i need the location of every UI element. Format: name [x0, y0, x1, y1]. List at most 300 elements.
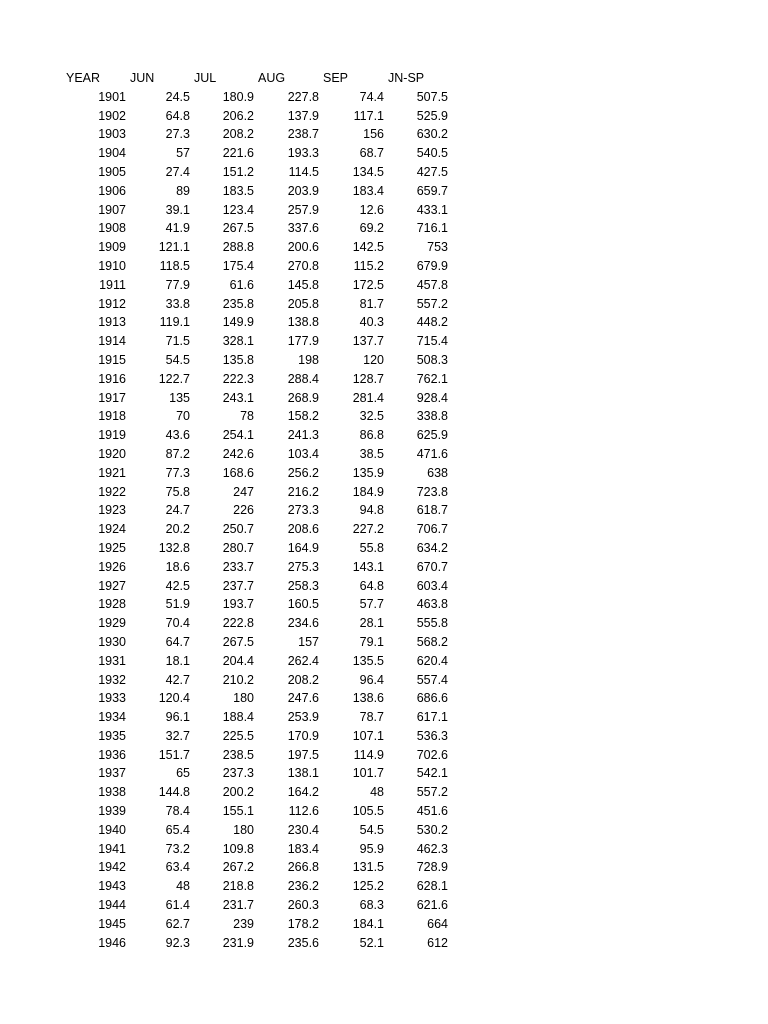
rainfall-table: [64, 69, 450, 952]
cell-year: 1912: [98, 296, 126, 311]
cell-year: 1936: [98, 747, 126, 762]
cell-jun: 57: [176, 146, 190, 161]
cell-jun: 63.4: [165, 860, 190, 875]
cell-year: 1928: [98, 597, 126, 612]
cell-year: 1946: [98, 935, 126, 950]
cell-sep: 68.7: [359, 146, 384, 161]
cell-year: 1933: [98, 691, 126, 706]
cell-jul: 109.8: [222, 841, 254, 856]
cell-jun: 87.2: [165, 446, 190, 461]
cell-jn-sp: 433.1: [416, 202, 448, 217]
cell-jn-sp: 557.4: [416, 672, 448, 687]
cell-jn-sp: 706.7: [416, 522, 448, 537]
cell-jul: 175.4: [222, 258, 254, 273]
cell-jul: 149.9: [222, 315, 254, 330]
column-header-year: YEAR: [66, 71, 101, 85]
header-row: [64, 69, 450, 88]
cell-sep: 135.9: [352, 465, 384, 480]
cell-year: 1938: [98, 785, 126, 800]
cell-sep: 12.6: [359, 202, 384, 217]
table-body: [64, 88, 450, 953]
cell-sep: 48: [370, 785, 384, 800]
cell-sep: 68.3: [359, 898, 384, 913]
cell-aug: 203.9: [287, 183, 319, 198]
cell-jn-sp: 557.2: [416, 785, 448, 800]
table-row: [64, 389, 450, 408]
cell-jn-sp: 625.9: [416, 428, 448, 443]
cell-jun: 24.7: [165, 503, 190, 518]
cell-jun: 120.4: [158, 691, 190, 706]
cell-aug: 241.3: [287, 428, 319, 443]
cell-year: 1929: [98, 616, 126, 631]
table-row: [64, 107, 450, 126]
table-row: [64, 652, 450, 671]
cell-aug: 208.2: [287, 672, 319, 687]
cell-aug: 183.4: [287, 841, 319, 856]
column-header-jul: JUL: [194, 71, 217, 85]
cell-sep: 117.1: [353, 108, 384, 123]
cell-sep: 40.3: [359, 315, 384, 330]
cell-sep: 78.7: [359, 710, 384, 725]
cell-jn-sp: 664: [427, 916, 448, 931]
cell-jn-sp: 448.2: [416, 315, 448, 330]
table-row: [64, 577, 450, 596]
table-row: [64, 445, 450, 464]
cell-jul: 288.8: [222, 240, 254, 255]
table-row: [64, 708, 450, 727]
cell-aug: 103.4: [287, 446, 319, 461]
cell-jun: 64.7: [165, 634, 190, 649]
table-row: [64, 858, 450, 877]
cell-year: 1943: [98, 879, 126, 894]
cell-jn-sp: 507.5: [416, 89, 448, 104]
table-row: [64, 370, 450, 389]
table-row: [64, 464, 450, 483]
cell-jul: 200.2: [222, 785, 254, 800]
cell-aug: 138.1: [287, 766, 319, 781]
cell-sep: 101.7: [352, 766, 384, 781]
table-row: [64, 915, 450, 934]
cell-year: 1901: [98, 89, 126, 104]
table-row: [64, 332, 450, 351]
cell-sep: 227.2: [352, 522, 384, 537]
cell-jn-sp: 728.9: [416, 860, 448, 875]
cell-sep: 52.1: [359, 935, 384, 950]
cell-jun: 39.1: [165, 202, 190, 217]
cell-jul: 235.8: [222, 296, 254, 311]
cell-aug: 288.4: [287, 371, 319, 386]
cell-year: 1935: [98, 728, 126, 743]
cell-aug: 256.2: [287, 465, 319, 480]
cell-sep: 131.5: [352, 860, 384, 875]
cell-jn-sp: 928.4: [416, 390, 448, 405]
cell-aug: 266.8: [287, 860, 319, 875]
cell-aug: 236.2: [287, 879, 319, 894]
cell-jun: 18.1: [165, 653, 190, 668]
cell-aug: 208.6: [287, 522, 319, 537]
table-row: [64, 539, 450, 558]
cell-year: 1940: [98, 822, 126, 837]
cell-jn-sp: 471.6: [416, 446, 448, 461]
cell-year: 1923: [98, 503, 126, 518]
cell-year: 1906: [98, 183, 126, 198]
cell-jun: 65: [176, 766, 190, 781]
cell-jn-sp: 612: [427, 935, 448, 950]
cell-sep: 134.5: [352, 164, 384, 179]
cell-sep: 81.7: [359, 296, 384, 311]
cell-year: 1905: [98, 164, 126, 179]
cell-sep: 142.5: [352, 240, 384, 255]
cell-year: 1907: [98, 202, 126, 217]
cell-aug: 137.9: [287, 108, 319, 123]
cell-sep: 74.4: [359, 89, 384, 104]
cell-jn-sp: 670.7: [416, 559, 448, 574]
cell-aug: 198: [298, 352, 319, 367]
cell-aug: 235.6: [287, 935, 319, 950]
table-row: [64, 633, 450, 652]
table-row: [64, 501, 450, 520]
table-row: [64, 276, 450, 295]
cell-sep: 114.9: [353, 747, 384, 762]
column-header-aug: AUG: [258, 71, 286, 85]
cell-sep: 28.1: [359, 616, 384, 631]
cell-sep: 107.1: [352, 728, 384, 743]
cell-jn-sp: 536.3: [416, 728, 448, 743]
table-row: [64, 821, 450, 840]
cell-jn-sp: 617.1: [416, 710, 448, 725]
table-row: [64, 238, 450, 257]
cell-jul: 243.1: [222, 390, 254, 405]
cell-jn-sp: 715.4: [416, 334, 448, 349]
cell-aug: 114.5: [288, 164, 319, 179]
cell-year: 1931: [98, 653, 126, 668]
cell-jun: 61.4: [165, 898, 190, 913]
table-row: [64, 351, 450, 370]
cell-jn-sp: 638: [427, 465, 448, 480]
cell-jul: 226: [233, 503, 254, 518]
cell-jn-sp: 603.4: [416, 578, 448, 593]
table-row: [64, 407, 450, 426]
cell-jun: 77.9: [165, 277, 190, 292]
cell-aug: 164.2: [287, 785, 319, 800]
cell-aug: 197.5: [287, 747, 319, 762]
cell-sep: 105.5: [352, 804, 384, 819]
cell-jn-sp: 508.3: [416, 352, 448, 367]
cell-jn-sp: 338.8: [416, 409, 448, 424]
cell-jun: 71.5: [165, 334, 190, 349]
cell-jn-sp: 621.6: [416, 898, 448, 913]
cell-jul: 254.1: [222, 428, 254, 443]
cell-jun: 54.5: [165, 352, 190, 367]
cell-jul: 242.6: [222, 446, 254, 461]
cell-sep: 184.9: [352, 484, 384, 499]
cell-jul: 206.2: [222, 108, 254, 123]
cell-jul: 250.7: [222, 522, 254, 537]
cell-sep: 94.8: [359, 503, 384, 518]
cell-aug: 234.6: [287, 616, 319, 631]
cell-jn-sp: 659.7: [416, 183, 448, 198]
cell-year: 1932: [98, 672, 126, 687]
cell-aug: 205.8: [287, 296, 319, 311]
cell-jul: 222.3: [222, 371, 254, 386]
cell-jul: 135.8: [222, 352, 254, 367]
cell-jun: 43.6: [165, 428, 190, 443]
cell-jul: 225.5: [222, 728, 254, 743]
cell-year: 1922: [98, 484, 126, 499]
cell-year: 1941: [98, 841, 126, 856]
cell-jun: 122.7: [158, 371, 190, 386]
table-row: [64, 746, 450, 765]
cell-jul: 180.9: [222, 89, 254, 104]
table-row: [64, 558, 450, 577]
cell-jun: 64.8: [165, 108, 190, 123]
cell-year: 1930: [98, 634, 126, 649]
cell-year: 1945: [98, 916, 126, 931]
cell-year: 1934: [98, 710, 126, 725]
table-row: [64, 125, 450, 144]
cell-sep: 79.1: [359, 634, 384, 649]
cell-jul: 188.4: [222, 710, 254, 725]
cell-jun: 73.2: [165, 841, 190, 856]
cell-jul: 231.9: [222, 935, 254, 950]
column-header-jun: JUN: [130, 71, 155, 85]
cell-aug: 337.6: [287, 221, 319, 236]
cell-jul: 180: [233, 691, 254, 706]
cell-aug: 257.9: [287, 202, 319, 217]
cell-year: 1908: [98, 221, 126, 236]
cell-sep: 115.2: [353, 258, 384, 273]
cell-jul: 221.6: [222, 146, 254, 161]
cell-sep: 54.5: [359, 822, 384, 837]
cell-sep: 138.6: [352, 691, 384, 706]
cell-jun: 75.8: [165, 484, 190, 499]
cell-sep: 143.1: [352, 559, 384, 574]
cell-sep: 55.8: [359, 540, 384, 555]
cell-jn-sp: 628.1: [416, 879, 448, 894]
cell-jn-sp: 679.9: [416, 258, 448, 273]
cell-sep: 57.7: [359, 597, 384, 612]
cell-sep: 86.8: [359, 428, 384, 443]
cell-aug: 260.3: [287, 898, 319, 913]
cell-jul: 239: [233, 916, 254, 931]
cell-aug: 177.9: [287, 334, 319, 349]
cell-jn-sp: 753: [427, 240, 448, 255]
cell-jn-sp: 451.6: [416, 804, 448, 819]
cell-jul: 267.5: [222, 634, 254, 649]
cell-jun: 62.7: [165, 916, 190, 931]
cell-aug: 112.6: [288, 804, 319, 819]
cell-aug: 275.3: [287, 559, 319, 574]
cell-sep: 64.8: [359, 578, 384, 593]
cell-aug: 227.8: [287, 89, 319, 104]
cell-jun: 51.9: [165, 597, 190, 612]
table-row: [64, 295, 450, 314]
table-row: [64, 877, 450, 896]
cell-jul: 168.6: [222, 465, 254, 480]
cell-aug: 270.8: [287, 258, 319, 273]
table-row: [64, 426, 450, 445]
cell-year: 1926: [98, 559, 126, 574]
table-row: [64, 88, 450, 107]
cell-year: 1927: [98, 578, 126, 593]
cell-aug: 273.3: [287, 503, 319, 518]
cell-jul: 267.5: [222, 221, 254, 236]
cell-jun: 96.1: [165, 710, 190, 725]
cell-year: 1913: [98, 315, 126, 330]
cell-aug: 230.4: [287, 822, 319, 837]
cell-year: 1903: [98, 127, 126, 142]
cell-jul: 218.8: [222, 879, 254, 894]
cell-jn-sp: 462.3: [416, 841, 448, 856]
cell-jn-sp: 568.2: [416, 634, 448, 649]
cell-aug: 216.2: [287, 484, 319, 499]
cell-jul: 237.7: [222, 578, 254, 593]
cell-jun: 42.7: [165, 672, 190, 687]
cell-aug: 158.2: [287, 409, 319, 424]
cell-year: 1904: [98, 146, 126, 161]
cell-jun: 32.7: [165, 728, 190, 743]
cell-jul: 267.2: [222, 860, 254, 875]
cell-jun: 20.2: [165, 522, 190, 537]
cell-jul: 237.3: [222, 766, 254, 781]
cell-jn-sp: 716.1: [416, 221, 448, 236]
cell-jn-sp: 525.9: [416, 108, 448, 123]
cell-aug: 258.3: [287, 578, 319, 593]
cell-jun: 121.1: [158, 240, 190, 255]
cell-jun: 135: [169, 390, 190, 405]
cell-jun: 144.8: [158, 785, 190, 800]
cell-jn-sp: 618.7: [416, 503, 448, 518]
cell-jn-sp: 630.2: [416, 127, 448, 142]
cell-jn-sp: 557.2: [416, 296, 448, 311]
cell-jul: 151.2: [222, 164, 254, 179]
cell-jn-sp: 540.5: [416, 146, 448, 161]
cell-jn-sp: 620.4: [416, 653, 448, 668]
cell-jun: 70.4: [165, 616, 190, 631]
cell-sep: 137.7: [352, 334, 384, 349]
table-row: [64, 219, 450, 238]
cell-jun: 27.4: [165, 164, 190, 179]
cell-jn-sp: 457.8: [416, 277, 448, 292]
table-row: [64, 840, 450, 859]
cell-aug: 170.9: [287, 728, 319, 743]
cell-jul: 238.5: [222, 747, 254, 762]
cell-aug: 160.5: [287, 597, 319, 612]
cell-aug: 178.2: [287, 916, 319, 931]
cell-aug: 238.7: [287, 127, 319, 142]
table-row: [64, 614, 450, 633]
cell-jn-sp: 555.8: [416, 616, 448, 631]
cell-aug: 200.6: [287, 240, 319, 255]
cell-jn-sp: 427.5: [416, 164, 448, 179]
cell-jul: 210.2: [222, 672, 254, 687]
cell-sep: 38.5: [359, 446, 384, 461]
cell-jn-sp: 686.6: [416, 691, 448, 706]
cell-sep: 96.4: [359, 672, 384, 687]
cell-jun: 132.8: [158, 540, 190, 555]
cell-aug: 157: [298, 634, 319, 649]
cell-year: 1944: [98, 898, 126, 913]
cell-jn-sp: 542.1: [416, 766, 448, 781]
cell-year: 1902: [98, 108, 126, 123]
cell-jun: 18.6: [165, 559, 190, 574]
column-header-jn-sp: JN-SP: [388, 71, 425, 85]
cell-jun: 92.3: [165, 935, 190, 950]
cell-year: 1939: [98, 804, 126, 819]
cell-sep: 69.2: [359, 221, 384, 236]
cell-year: 1920: [98, 446, 126, 461]
cell-jun: 77.3: [165, 465, 190, 480]
cell-jul: 247: [233, 484, 254, 499]
cell-jun: 27.3: [165, 127, 190, 142]
cell-jun: 118.5: [159, 258, 190, 273]
table-row: [64, 764, 450, 783]
table-row: [64, 896, 450, 915]
table-row: [64, 163, 450, 182]
cell-aug: 262.4: [287, 653, 319, 668]
column-header-sep: SEP: [323, 71, 349, 85]
cell-jun: 24.5: [165, 89, 190, 104]
cell-aug: 164.9: [287, 540, 319, 555]
cell-jul: 328.1: [222, 334, 254, 349]
cell-jun: 33.8: [165, 296, 190, 311]
cell-sep: 281.4: [352, 390, 384, 405]
cell-jun: 42.5: [165, 578, 190, 593]
cell-jul: 78: [240, 409, 254, 424]
cell-year: 1921: [98, 465, 126, 480]
cell-year: 1925: [98, 540, 126, 555]
table-row: [64, 483, 450, 502]
cell-sep: 156: [363, 127, 384, 142]
cell-sep: 120: [363, 352, 384, 367]
cell-sep: 95.9: [359, 841, 384, 856]
table-row: [64, 144, 450, 163]
cell-jun: 41.9: [165, 221, 190, 236]
cell-aug: 145.8: [287, 277, 319, 292]
cell-jul: 61.6: [229, 277, 254, 292]
cell-jn-sp: 530.2: [416, 822, 448, 837]
cell-jn-sp: 762.1: [416, 371, 448, 386]
cell-year: 1918: [98, 409, 126, 424]
cell-year: 1916: [98, 371, 126, 386]
cell-jun: 151.7: [158, 747, 190, 762]
cell-sep: 32.5: [359, 409, 384, 424]
cell-year: 1917: [98, 390, 126, 405]
cell-aug: 247.6: [287, 691, 319, 706]
cell-jun: 70: [176, 409, 190, 424]
cell-year: 1924: [98, 522, 126, 537]
cell-sep: 184.1: [352, 916, 384, 931]
cell-year: 1914: [98, 334, 126, 349]
cell-year: 1911: [99, 277, 126, 292]
table-row: [64, 595, 450, 614]
cell-sep: 135.5: [352, 653, 384, 668]
table-row: [64, 182, 450, 201]
cell-jn-sp: 723.8: [416, 484, 448, 499]
table-row: [64, 257, 450, 276]
cell-jul: 222.8: [222, 616, 254, 631]
cell-jul: 280.7: [222, 540, 254, 555]
cell-jul: 123.4: [222, 202, 254, 217]
table-row: [64, 727, 450, 746]
cell-aug: 268.9: [287, 390, 319, 405]
cell-jul: 233.7: [222, 559, 254, 574]
cell-jul: 231.7: [222, 898, 254, 913]
table-row: [64, 934, 450, 953]
table-row: [64, 520, 450, 539]
table-row: [64, 802, 450, 821]
cell-jun: 119.1: [159, 315, 190, 330]
